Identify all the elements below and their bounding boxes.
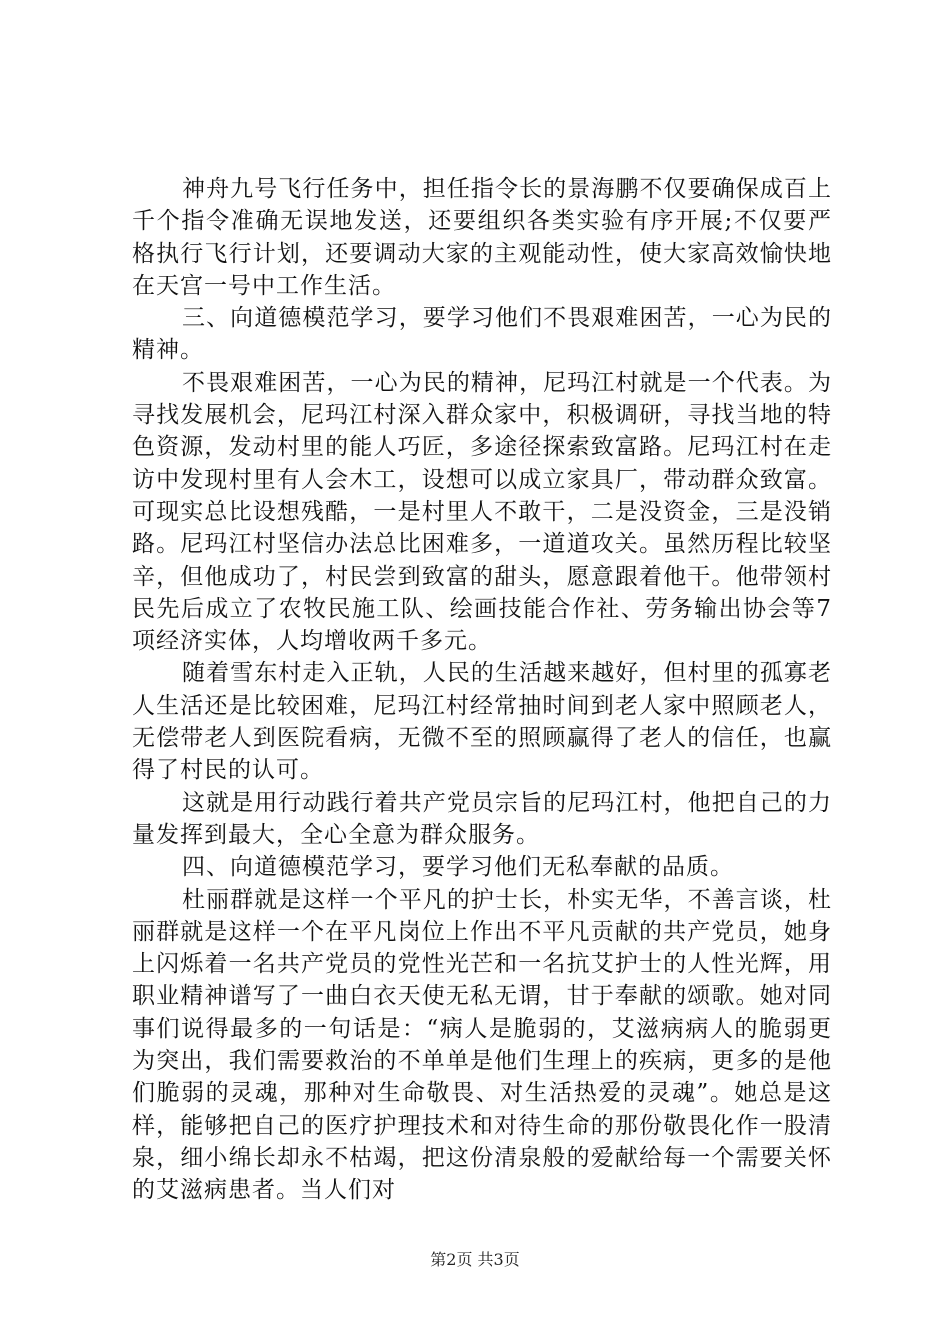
paragraph-4: 随着雪东村走入正轨，人民的生活越来越好，但村里的孤寡老人生活还是比较困难，尼玛江村经常抽时间到老人家中照顾老人，无偿带老人到医院看病，无微不至的照顾赢得了老人的信任，也赢得了村民的认可。 bbox=[132, 660, 832, 784]
page-number-footer: 第2页 共3页 bbox=[430, 1250, 520, 1269]
paragraph-1: 神舟九号飞行任务中，担任指令长的景海鹏不仅要确保成百上千个指令准确无误地发送，还要组织各类实验有序开展;不仅要严格执行飞行计划，还要调动大家的主观能动性，使大家高效愉快地在天宫一号中工作生活。 bbox=[132, 176, 832, 299]
section-heading-3: 三、向道德模范学习，要学习他们不畏艰难困苦，一心为民的精神。 bbox=[132, 305, 832, 364]
paragraph-7: 杜丽群就是这样一个平凡的护士长，朴实无华，不善言谈，杜丽群就是这样一个在平凡岗位上作出不平凡贡献的共产党员，她身上闪烁着一名共产党员的党性光芒和一名抗艾护士的人性光辉，用职业精神谱写了一曲白衣天使无私无谓，甘于奉献的颂歌。她对同事们说得最多的一句话是：“病人是脆弱的，艾滋病病人的脆弱更为突出，我们需要救治的不单单是他们生理上的疾病，更多的是他们脆弱的灵魂，那种对生命敬畏、对生活热爱的灵魂”。她总是这样，能够把自己的医疗护理技术和对待生命的那份敬畏化作一股清泉，细小绵长却永不枯竭，把这份清泉般的爱献给每一个需要关怀的艾滋病患者。当人们对 bbox=[132, 886, 832, 1204]
section-heading-4: 四、向道德模范学习，要学习他们无私奉献的品质。 bbox=[182, 854, 734, 881]
document-body bbox=[132, 173, 832, 1207]
paragraph-5: 这就是用行动践行着共产党员宗旨的尼玛江村，他把自己的力量发挥到最大，全心全意为群众服务。 bbox=[132, 789, 832, 848]
paragraph-3: 不畏艰难困苦，一心为民的精神，尼玛江村就是一个代表。为寻找发展机会，尼玛江村深入群众家中，积极调研，寻找当地的特色资源，发动村里的能人巧匠，多途径探索致富路。尼玛江村在走访中发现村里有人会木工，设想可以成立家具厂，带动群众致富。可现实总比设想残酷，一是村里人不敢干，二是没资金，三是没销路。尼玛江村坚信办法总比困难多，一道道攻关。虽然历程比较坚辛，但他成功了，村民尝到致富的甜头，愿意跟着他干。他带领村民先后成立了农牧民施工队、绘画技能合作社、劳务输出协会等7项经济实体，人均增收两千多元。 bbox=[132, 369, 832, 655]
